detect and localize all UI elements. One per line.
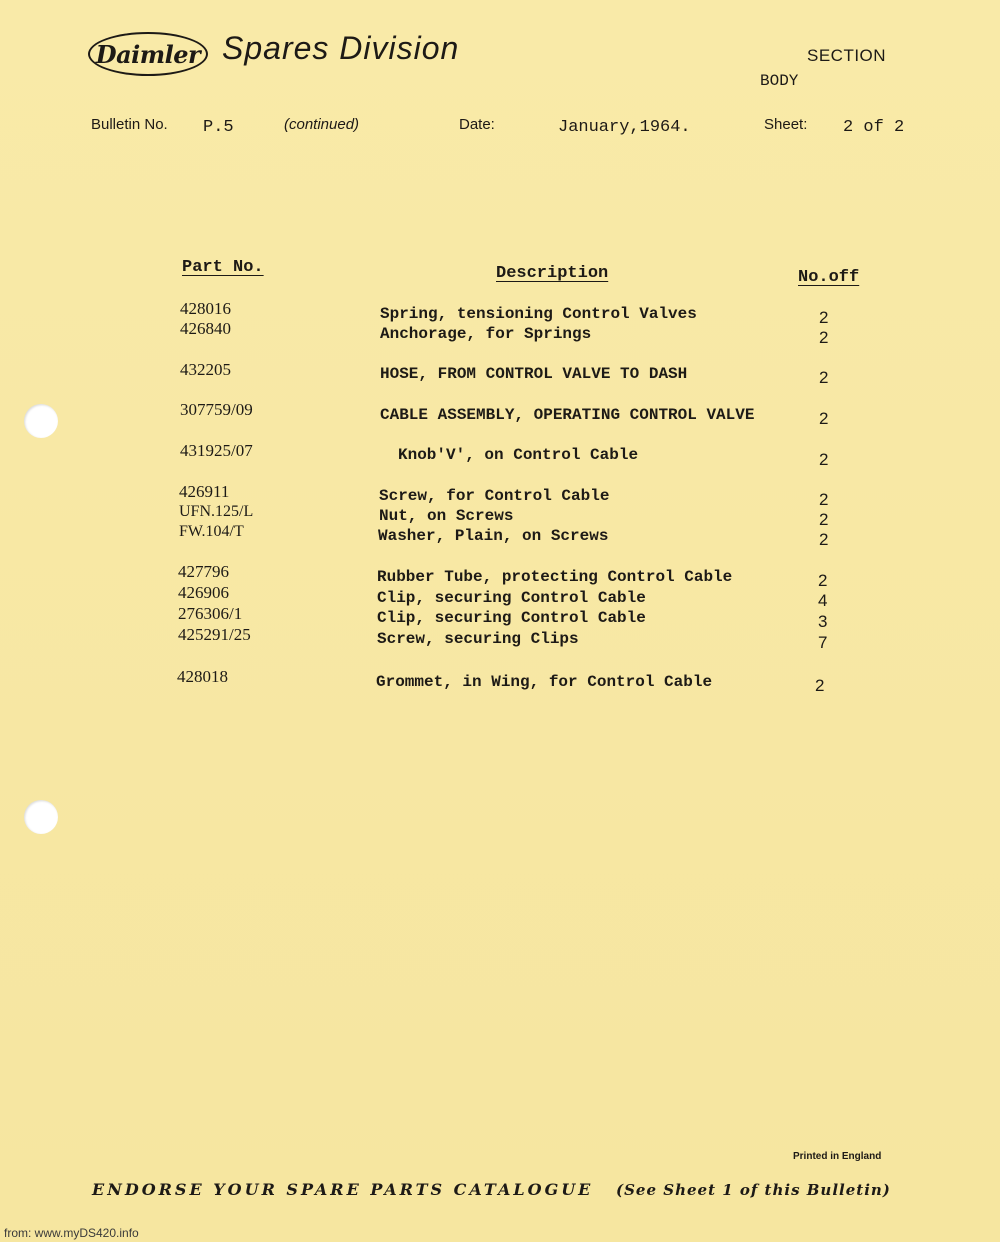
part-quantity: 2 [819,308,829,327]
printed-in-england: Printed in England [793,1151,882,1162]
part-description: Anchorage, for Springs [380,325,592,343]
header-no-off: No.off [798,268,860,287]
part-description: Spring, tensioning Control Valves [380,305,697,323]
part-number: 425291/25 [178,625,251,644]
part-description: Clip, securing Control Cable [377,609,646,627]
section-label: SECTION [807,46,887,65]
part-number: 276306/1 [178,604,243,623]
part-number: 426840 [180,319,231,338]
part-number: 427796 [178,562,229,581]
part-description: Screw, for Control Cable [379,487,610,505]
part-description: CABLE ASSEMBLY, OPERATING CONTROL VALVE [380,406,755,424]
part-quantity: 2 [819,490,829,509]
part-description: Clip, securing Control Cable [377,589,646,607]
part-number: 431925/07 [180,441,253,460]
header-description: Description [496,264,609,283]
section-value: BODY [760,72,799,90]
part-description: HOSE, FROM CONTROL VALVE TO DASH [380,365,688,383]
part-number: UFN.125/L [179,503,254,520]
part-description: Screw, securing Clips [377,630,579,648]
part-quantity: 2 [819,409,829,428]
part-quantity: 2 [819,328,829,347]
part-quantity: 2 [818,571,828,590]
part-description: Knob'V', on Control Cable [398,446,639,464]
bulletin-number: P.5 [203,118,234,137]
sheet-value: 2 of 2 [843,118,905,137]
part-number: 432205 [180,360,231,379]
part-number: FW.104/T [179,523,244,540]
part-quantity: 2 [815,676,825,695]
part-quantity: 2 [819,530,829,549]
see-sheet-note: (See Sheet 1 of this Bulletin) [616,1181,891,1199]
part-number: 426906 [178,583,229,602]
daimler-logo: Daimler [88,32,208,76]
part-number: 428016 [180,299,231,318]
bulletin-label: Bulletin No. [91,116,168,133]
part-description: Rubber Tube, protecting Control Cable [377,568,733,586]
part-quantity: 4 [818,591,828,610]
sheet-label: Sheet: [764,116,808,133]
part-description: Grommet, in Wing, for Control Cable [376,673,713,691]
part-description: Nut, on Screws [379,507,514,525]
date-value: January,1964. [558,118,691,137]
part-number: 307759/09 [180,400,253,419]
part-quantity: 2 [819,450,829,469]
header-part-no: Part No. [182,258,264,277]
part-number: 428018 [177,667,228,686]
part-quantity: 3 [818,612,828,631]
source-watermark: from: www.myDS420.info [4,1226,139,1240]
part-number: 426911 [179,482,230,501]
part-description: Washer, Plain, on Screws [378,527,609,545]
endorse-notice: ENDORSE YOUR SPARE PARTS CATALOGUE [92,1180,594,1199]
continued-note: (continued) [284,116,360,133]
part-quantity: 7 [818,633,828,652]
binder-hole-bottom [24,800,58,834]
part-quantity: 2 [819,510,829,529]
binder-hole-top [24,404,58,438]
date-label: Date: [459,116,495,133]
part-quantity: 2 [819,368,829,387]
brand-title: Spares Division [222,30,460,66]
